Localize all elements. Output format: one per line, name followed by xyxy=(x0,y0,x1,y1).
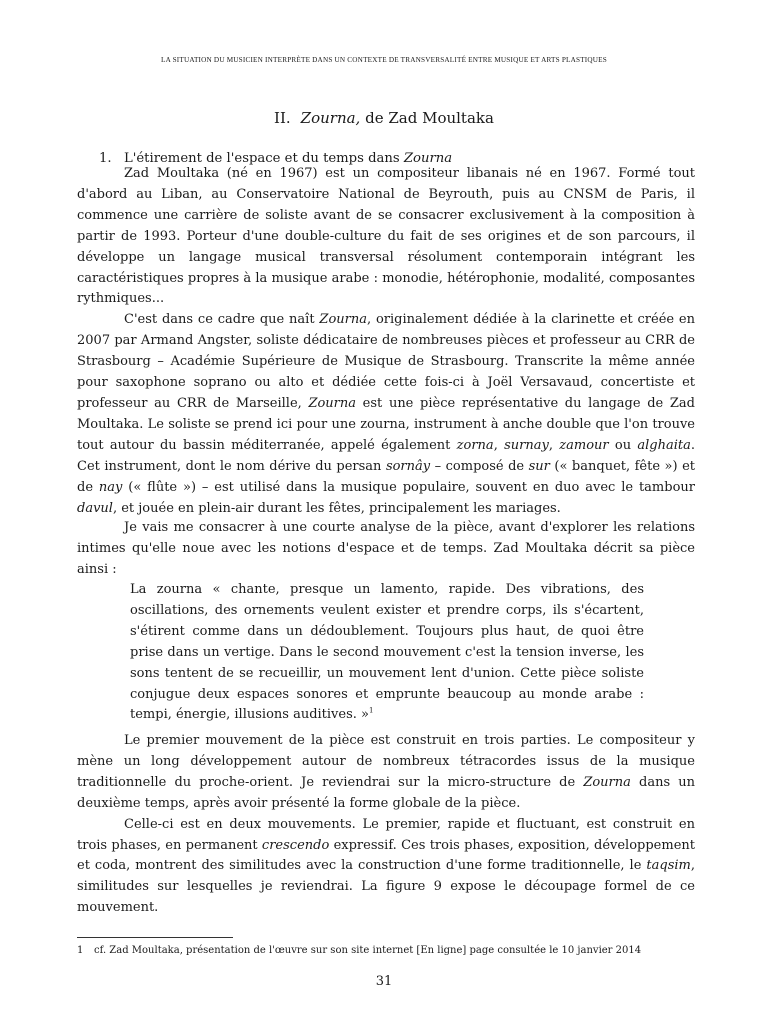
footnote-number: 1 xyxy=(77,945,84,956)
section-number: II. xyxy=(274,109,291,127)
footnote xyxy=(77,944,697,958)
paragraph-4: Le premier mouvement de la pièce est construit en trois parties. Le compositeur y mène un long développement autour de nombreux tétracordes issus de la musique traditionnelle du proche-orient. Je reviendrai sur la micro-structure de Zourna dans un deuxième temps, après avoir présenté la forme globale de la pièce. xyxy=(77,733,695,811)
body-block-analysis-intro xyxy=(77,518,695,581)
paragraph-1: Zad Moultaka (né en 1967) est un compositeur libanais né en 1967. Formé tout d'abord au Liban, au Conservatoire National de Beyrouth, puis au CNSM de Paris, il commence une carrière de soliste avant de se consacrer exclusivement à la composition à partir de 1993. Porteur d'une double-culture du fait de ses origines et de son parcours, il développe un langage musical transversal résolument contemporain intégrant les caractéristiques propres à la musique arabe : monodie, hétérophonie, modalité, composantes rythmiques... xyxy=(77,166,695,307)
footnote-text: cf. Zad Moultaka, présentation de l'œuvre sur son site internet [En ligne] page consultée le 10 janvier 2014 xyxy=(94,945,642,956)
paragraph-2: C'est dans ce cadre que naît Zourna, originalement dédiée à la clarinette et créée en 2007 par Armand Angster, soliste dédicataire de nombreuses pièces et professeur au CRR de Strasbourg – Académie Supérieure de Musique de Strasbourg. Transcrite la même année pour saxophone soprano ou alto et dédiée cette fois-ci à Joël Versavaud, concertiste et professeur au CRR de Marseille, Zourna est une pièce représentative du langage de Zad Moultaka. Le soliste se prend ici pour une zourna, instrument à anche double que l'on trouve tout autour du bassin méditerranée, appelé également zorna, surnay, zamour ou alghaita. Cet instrument, dont le nom dérive du persan sornây – composé de sur (« banquet, fête ») et de nay (« flûte ») – est utilisé dans la musique populaire, souvent en duo avec le tambour davul, et jouée en plein-air durant les fêtes, principalement les mariages. xyxy=(77,312,696,516)
section-title-italic: Zourna, xyxy=(300,109,361,127)
paragraph-3: Je vais me consacrer à une courte analyse de la pièce, avant d'explorer les relations intimes qu'elle noue avec les notions d'espace et de temps. Zad Moultaka décrit sa pièce ainsi : xyxy=(77,520,695,577)
body-block-intro xyxy=(77,164,695,519)
subsection-number: 1. xyxy=(99,151,112,166)
section-title-rest: de Zad Moultaka xyxy=(360,109,494,127)
page-number: 31 xyxy=(375,974,393,989)
paragraph-5: Celle-ci est en deux mouvements. Le premier, rapide et fluctuant, est construit en trois phases, en permanent crescendo expressif. Ces trois phases, exposition, développement et coda, montrent des similitudes avec la construction d'une forme traditionnelle, le taqsim, similitudes sur lesquelles je reviendrai. La figure 9 expose le découpage formel de ce mouvement. xyxy=(77,816,695,916)
body-block-form xyxy=(77,731,695,919)
footnote-divider xyxy=(77,937,233,938)
subsection-title-text: L'étirement de l'espace et du temps dans xyxy=(124,151,404,166)
block-quote xyxy=(130,580,644,726)
subsection-title-italic: Zourna xyxy=(403,151,453,166)
running-header: LA SITUATION DU MUSICIEN INTERPRÈTE DANS UN CONTEXTE DE TRANSVERSALITÉ ENTRE MUSIQUE ET ARTS PLASTIQUES xyxy=(161,56,607,64)
footnote-reference[interactable]: 1 xyxy=(369,707,374,716)
section-title xyxy=(0,109,768,127)
quote-text: La zourna « chante, presque un lamento, rapide. Des vibrations, des oscillations, des ornements veulent exister et prendre corps, ils s'écartent, s'étirent comme dans un dédoublement. Toujours plus haut, de quoi être prise dans un vertige. Dans le second mouvement c'est la tension inverse, les sons tentent de se recueillir, un mouvement lent d'union. Cette pièce soliste conjugue deux espaces sonores et emprunte beaucoup au monde arabe : tempi, énergie, illusions auditives. » xyxy=(130,582,644,723)
